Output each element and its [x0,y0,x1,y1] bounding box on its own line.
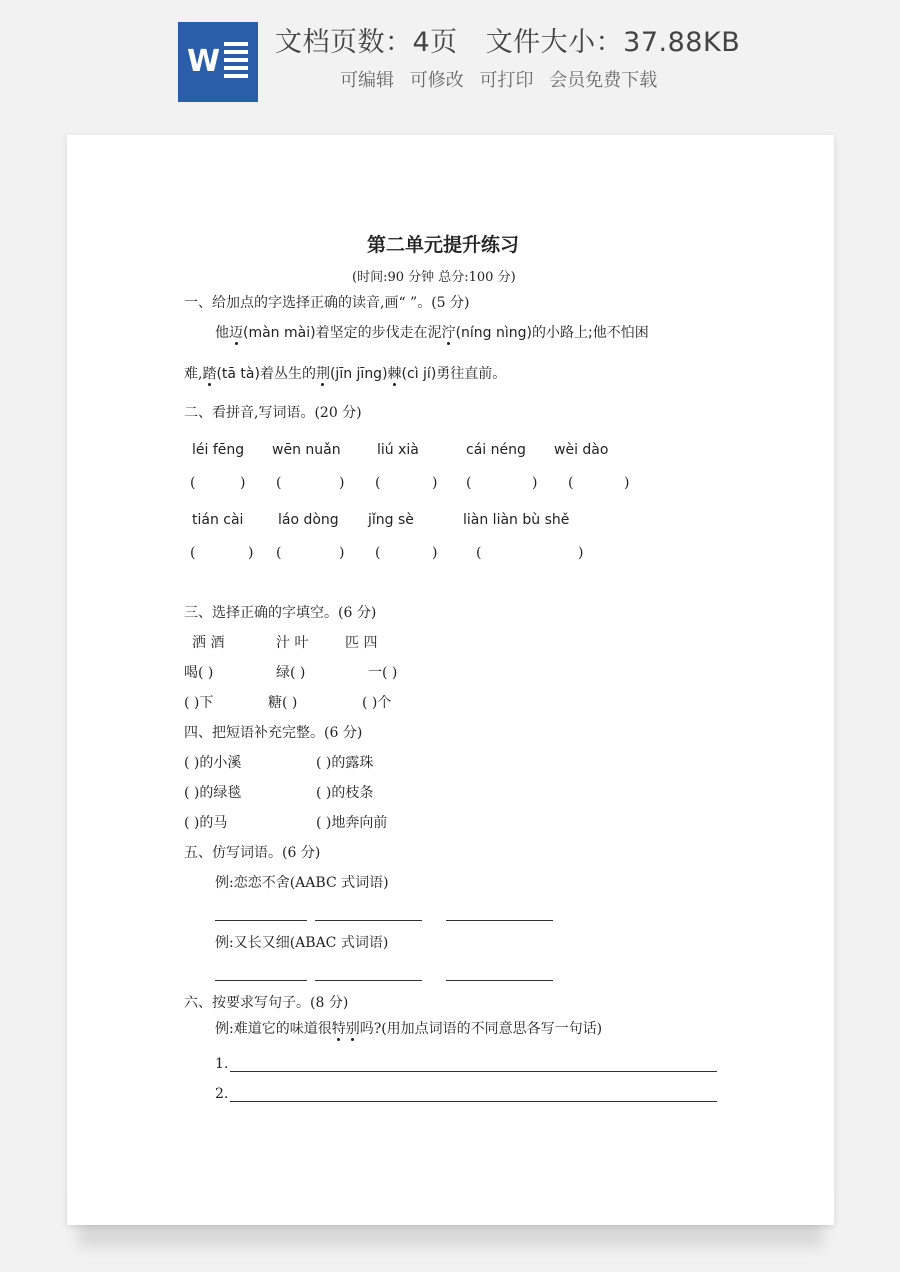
fill-blank: ( )下 [184,695,214,711]
pinyin-item: tián cài [192,512,244,528]
pinyin-item: cái néng [466,442,526,458]
phrase-blank: ( )的小溪 [184,755,242,771]
char-choice: 匹 四 [345,635,378,651]
answer-paren-close: ) [578,545,584,561]
phrase-blank: ( )的绿毯 [184,785,242,801]
answer-paren-close: ) [339,545,345,561]
pinyin-item: láo dòng [278,512,339,528]
fill-blank: 绿( ) [276,665,306,681]
answer-paren-open: ( [375,545,381,561]
download-banner [0,0,900,130]
phrase-blank: ( )的马 [184,815,228,831]
dotted-char: 别 [345,1021,360,1037]
fill-blank: 糖( ) [268,695,298,711]
pinyin-item: wèi dào [554,442,609,458]
answer-paren-close: ) [432,545,438,561]
pinyin-item: léi fēng [192,442,245,458]
answer-paren-close: ) [240,475,246,491]
section-3-heading: 三、选择正确的字填空。(6 分) [184,605,377,621]
dotted-char: 踏 [202,366,217,382]
fill-blank: 喝( ) [184,665,214,681]
answer-paren-open: ( [476,545,482,561]
answer-line [446,980,553,981]
answer-line [315,980,422,981]
section-6-example: 例:难道它的味道很特别吗?(用加点词语的不同意思各写一句话) [215,1021,603,1037]
tag-printable: 可打印 [479,70,534,91]
answer-line [230,1101,717,1102]
phrase-blank: ( )地奔向前 [316,815,388,831]
dotted-char: 特 [331,1021,346,1037]
section-4-heading: 四、把短语补充完整。(6 分) [184,725,363,741]
tag-free-download: 会员免费下载 [549,70,658,91]
example-aabc: 例:恋恋不舍(AABC 式词语) [215,875,389,891]
tag-modifiable: 可修改 [409,70,464,91]
answer-line [446,920,553,921]
answer-number-1: 1. [215,1056,229,1072]
answer-paren-open: ( [276,475,282,491]
dotted-char: 泞 [441,325,456,341]
answer-line [315,920,422,921]
answer-paren-open: ( [276,545,282,561]
dotted-char: 迈 [229,325,243,341]
doc-title: 第二单元提升练习 [367,234,520,256]
answer-paren-close: ) [532,475,538,491]
char-choice: 汁 叶 [276,635,309,651]
answer-paren-open: ( [190,475,196,491]
section-1-sentence-1: 他迈(màn mài)着坚定的步伐走在泥泞(níng nìng)的小路上;他不怕困 [215,325,649,341]
pinyin-item: liú xià [377,442,419,458]
pinyin-item: wēn nuǎn [272,442,341,458]
char-choice: 洒 酒 [192,635,225,651]
answer-paren-open: ( [568,475,574,491]
example-abac: 例:又长又细(ABAC 式词语) [215,935,389,951]
answer-paren-close: ) [248,545,254,561]
section-2-heading: 二、看拼音,写词语。(20 分) [184,405,362,421]
answer-paren-open: ( [190,545,196,561]
section-5-heading: 五、仿写词语。(6 分) [184,845,321,861]
answer-line [215,980,307,981]
phrase-blank: ( )的枝条 [316,785,374,801]
section-1-heading: 一、给加点的字选择正确的读音,画“ ”。(5 分) [184,295,470,311]
fill-blank: 一( ) [368,665,398,681]
dotted-char: 棘 [387,366,402,382]
page-count: 文档页数：4页 [275,27,458,58]
doc-info: (时间:90 分钟 总分:100 分) [352,270,516,285]
section-1-sentence-2: 难,踏(tā tà)着丛生的荆(jīn jīng)棘(cì jí)勇往直前。 [184,366,507,382]
file-info [275,20,740,59]
tag-editable: 可编辑 [340,70,394,91]
word-document-icon: W [178,22,258,102]
answer-paren-close: ) [339,475,345,491]
section-6-heading: 六、按要求写句子。(8 分) [184,995,349,1011]
fill-blank: ( )个 [362,695,392,711]
answer-paren-close: ) [624,475,630,491]
answer-line [230,1071,717,1072]
dotted-char: 荆 [315,366,330,382]
phrase-blank: ( )的露珠 [316,755,374,771]
file-size: 文件大小：37.88KB [485,27,741,58]
answer-number-2: 2. [215,1086,229,1102]
feature-tags [340,66,667,92]
answer-line [215,920,307,921]
pinyin-item: liàn liàn bù shě [463,512,570,528]
answer-paren-open: ( [466,475,472,491]
answer-paren-open: ( [375,475,381,491]
answer-paren-close: ) [432,475,438,491]
pinyin-item: jǐng sè [368,512,414,528]
